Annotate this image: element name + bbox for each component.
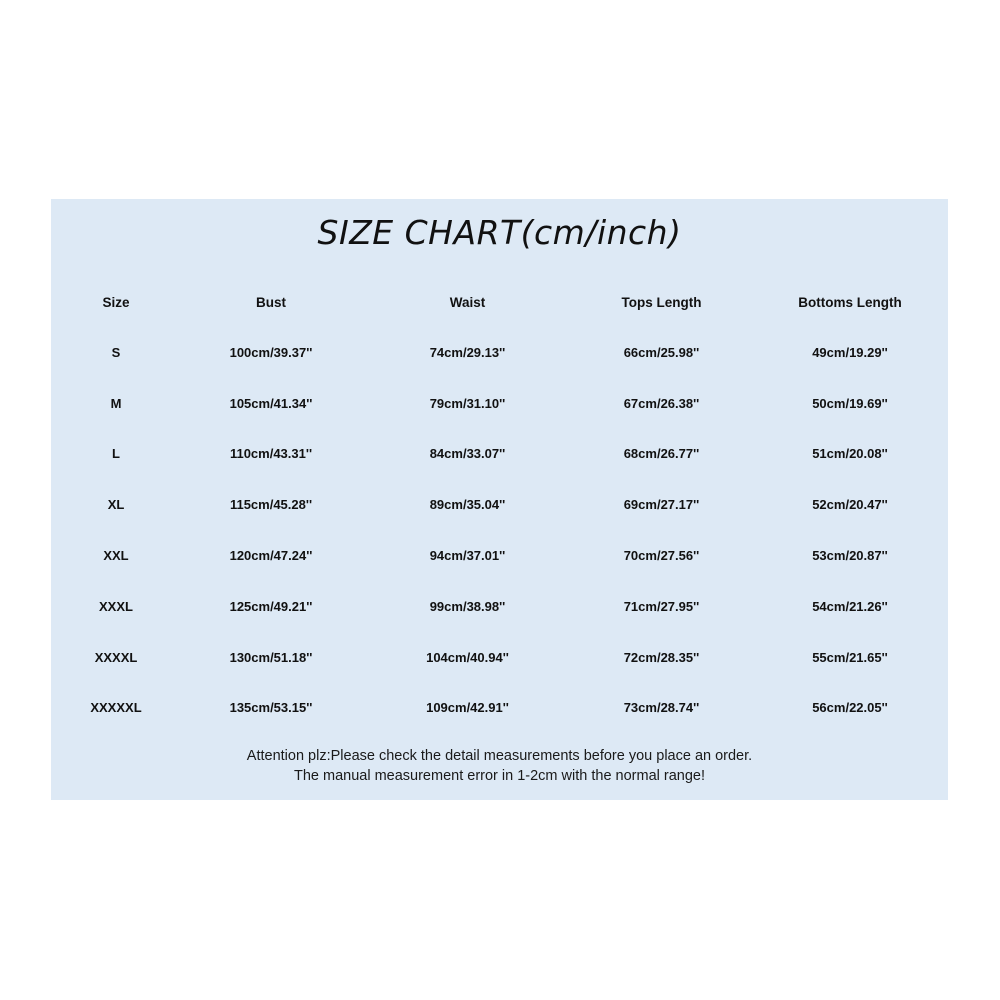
table-row: [61, 632, 941, 683]
cell-waist: 89cm/35.04'': [429, 497, 506, 513]
size-chart-panel: [51, 199, 948, 800]
header-size: Size: [102, 294, 130, 310]
cell-bottoms-length: 50cm/19.69'': [812, 395, 888, 411]
table-row: [61, 530, 941, 581]
cell-bust: 135cm/53.15'': [229, 700, 313, 716]
cell-size: L: [112, 446, 120, 462]
header-bottoms-length: Bottoms Length: [798, 294, 902, 310]
cell-bottoms-length: 54cm/21.26'': [812, 598, 888, 614]
cell-waist: 84cm/33.07'': [429, 446, 506, 462]
cell-bottoms-length: 52cm/20.47'': [812, 497, 888, 513]
size-table: [61, 277, 941, 733]
cell-bottoms-length: 55cm/21.65'': [812, 649, 888, 665]
cell-tops-length: 72cm/28.35'': [623, 649, 700, 665]
header-tops-length: Tops Length: [621, 294, 702, 310]
cell-bust: 125cm/49.21'': [229, 598, 313, 614]
table-header-row: [61, 277, 941, 327]
cell-waist: 104cm/40.94'': [426, 649, 509, 665]
cell-tops-length: 69cm/27.17'': [623, 497, 700, 513]
cell-bust: 105cm/41.34'': [229, 395, 313, 411]
cell-size: XXL: [103, 548, 129, 564]
table-row: [61, 378, 941, 429]
cell-size: S: [111, 344, 121, 360]
cell-bottoms-length: 49cm/19.29'': [812, 344, 888, 360]
cell-size: M: [110, 395, 122, 411]
cell-bust: 100cm/39.37'': [229, 344, 313, 360]
chart-title: SIZE CHART(cm/inch): [317, 213, 682, 252]
table-row: [61, 327, 941, 378]
cell-tops-length: 70cm/27.56'': [623, 548, 700, 564]
cell-tops-length: 67cm/26.38'': [623, 395, 700, 411]
table-row: [61, 683, 941, 734]
cell-tops-length: 71cm/27.95'': [623, 598, 700, 614]
cell-waist: 79cm/31.10'': [429, 395, 506, 411]
cell-bust: 115cm/45.28'': [229, 497, 313, 513]
header-bust: Bust: [256, 294, 286, 310]
cell-bust: 110cm/43.31'': [229, 446, 313, 462]
cell-size: XXXXXL: [90, 700, 142, 716]
cell-bust: 120cm/47.24'': [229, 548, 313, 564]
measurement-notes: [51, 746, 948, 786]
table-row: [61, 479, 941, 530]
table-row: [61, 581, 941, 632]
table-row: [61, 429, 941, 480]
cell-waist: 94cm/37.01'': [429, 548, 506, 564]
cell-tops-length: 68cm/26.77'': [623, 446, 700, 462]
cell-tops-length: 73cm/28.74'': [623, 700, 700, 716]
cell-waist: 74cm/29.13'': [429, 344, 506, 360]
note-line-attention: Attention plz:Please check the detail measurements before you place an order.: [246, 748, 753, 764]
cell-size: XL: [107, 497, 125, 513]
cell-bottoms-length: 51cm/20.08'': [812, 446, 888, 462]
cell-waist: 99cm/38.98'': [429, 598, 506, 614]
cell-size: XXXL: [99, 598, 133, 614]
cell-waist: 109cm/42.91'': [426, 700, 509, 716]
note-line-error-range: The manual measurement error in 1-2cm with the normal range!: [293, 768, 705, 784]
cell-bottoms-length: 53cm/20.87'': [812, 548, 888, 564]
cell-bust: 130cm/51.18'': [229, 649, 313, 665]
cell-size: XXXXL: [94, 649, 138, 665]
header-waist: Waist: [449, 294, 486, 310]
cell-tops-length: 66cm/25.98'': [623, 344, 700, 360]
cell-bottoms-length: 56cm/22.05'': [812, 700, 888, 716]
